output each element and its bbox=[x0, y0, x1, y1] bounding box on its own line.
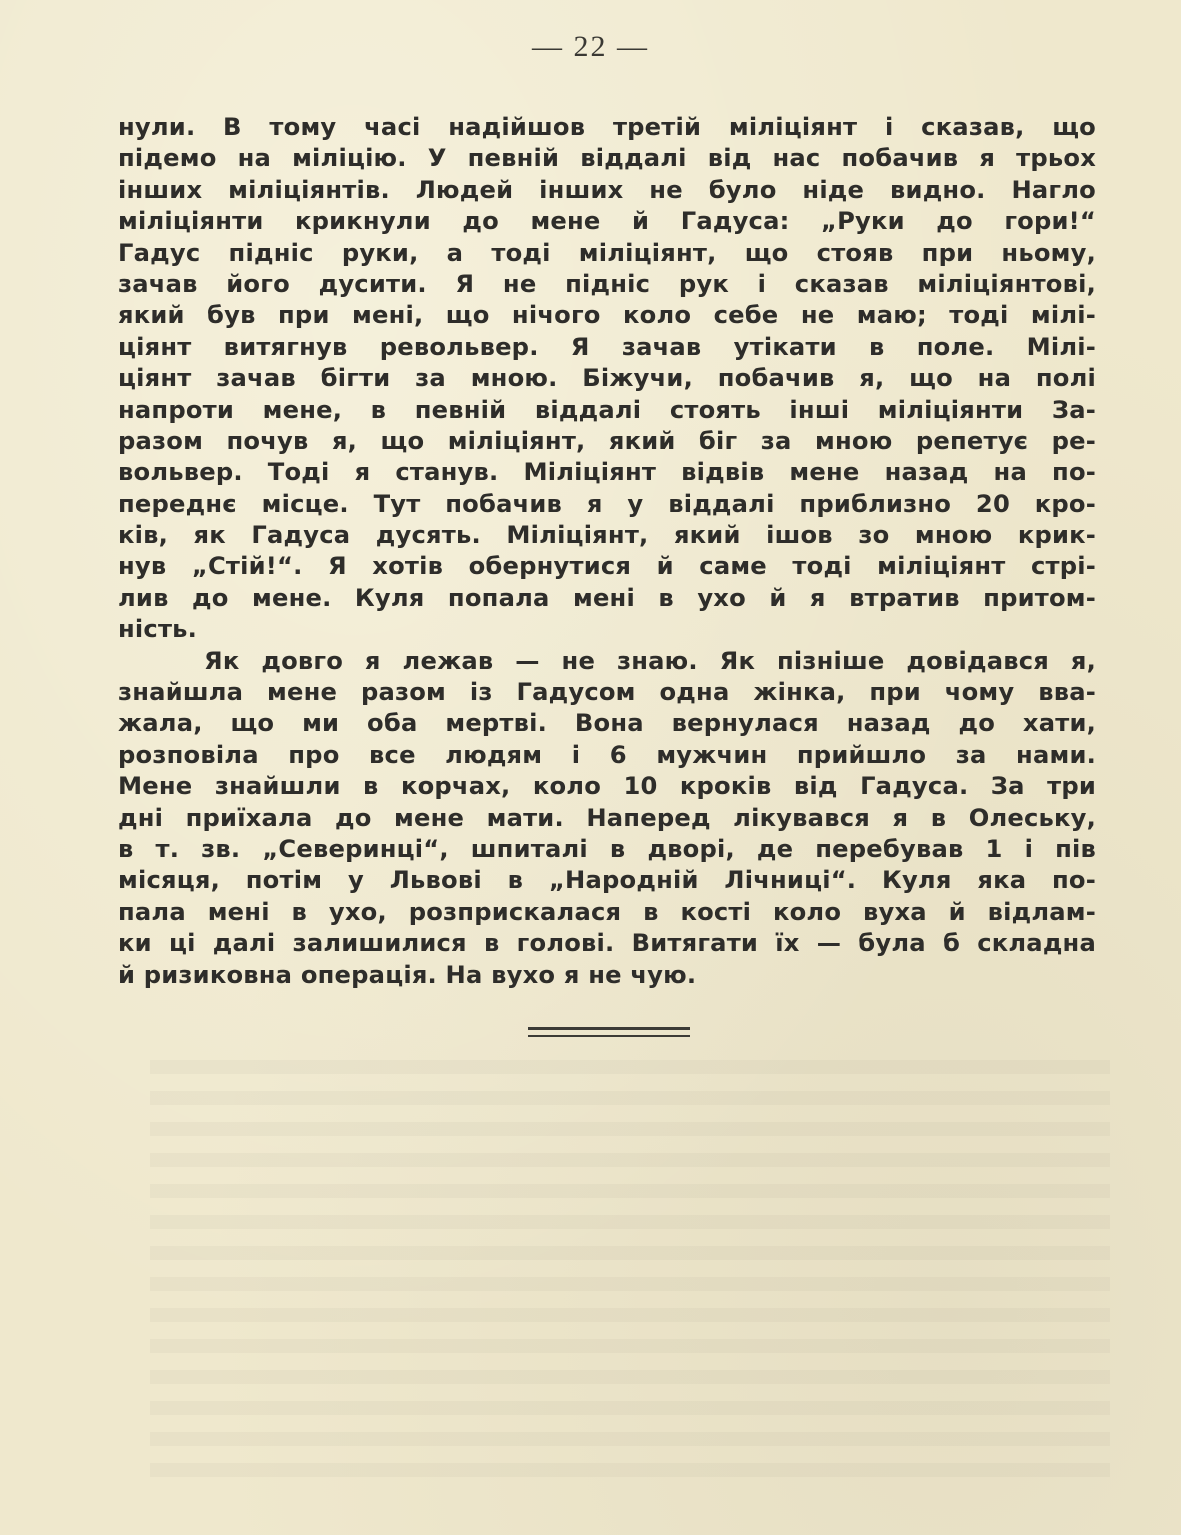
divider-rule-thick bbox=[528, 1027, 690, 1030]
text-line: нув „Стій!“. Я хотів обернутися й саме тоді міліціянт стрі- bbox=[118, 552, 1096, 581]
text-line: Як довго я лежав — не знаю. Як пізніше довідався я, bbox=[204, 646, 1096, 675]
text-line: жала, що ми оба мертві. Вона вернулася назад до хати, bbox=[118, 709, 1096, 738]
text-line: лив до мене. Куля попала мені в ухо й я втратив притом- bbox=[118, 583, 1096, 612]
text-line: вольвер. Тоді я станув. Міліціянт відвів мене назад на по- bbox=[118, 458, 1096, 487]
text-line: ціянт зачав бігти за мною. Біжучи, побачив я, що на полі bbox=[118, 364, 1096, 393]
text-line: підемо на міліцію. У певній віддалі від нас побачив я трьох bbox=[118, 144, 1096, 173]
text-line: ціянт витягнув револьвер. Я зачав утікати в поле. Мілі- bbox=[118, 332, 1096, 361]
paragraph-1 bbox=[118, 112, 1096, 646]
text-line: Гадус підніс руки, а тоді міліціянт, що стояв при ньому, bbox=[118, 238, 1096, 267]
text-line: напроти мене, в певній віддалі стоять інші міліціянти За- bbox=[118, 395, 1096, 424]
text-line: й ризиковна операція. На вухо я не чую. bbox=[118, 960, 697, 989]
text-line: місяця, потім у Львові в „Народній Лічниці“. Куля яка по- bbox=[118, 866, 1096, 895]
text-line: міліціянти крикнули до мене й Гадуса: „Руки до гори!“ bbox=[118, 207, 1096, 236]
paragraph-2 bbox=[118, 646, 1096, 991]
divider-rule-thin bbox=[528, 1035, 690, 1037]
text-line: знайшла мене разом із Гадусом одна жінка, при чому вва- bbox=[118, 678, 1096, 707]
text-line: ність. bbox=[118, 615, 198, 644]
body-text bbox=[118, 112, 1096, 991]
text-line: ки ці далі залишилися в голові. Витягати їх — була б складна bbox=[118, 929, 1096, 958]
text-line: інших міліціянтів. Людей інших не було ніде видно. Нагло bbox=[118, 175, 1096, 204]
page-number: — 22 — bbox=[532, 30, 649, 63]
section-divider bbox=[528, 1027, 690, 1039]
text-line: в т. зв. „Северинці“, шпиталі в дворі, де перебував 1 і пів bbox=[118, 834, 1096, 863]
text-line: Мене знайшли в корчах, коло 10 кроків від Гадуса. За три bbox=[118, 772, 1096, 801]
text-line: ків, як Гадуса дусять. Міліціянт, який ішов зо мною крик- bbox=[118, 521, 1096, 550]
text-line: разом почув я, що міліціянт, який біг за мною репетує ре- bbox=[118, 426, 1096, 455]
text-line: дні приїхала до мене мати. Наперед лікувався я в Олеську, bbox=[118, 803, 1096, 832]
text-line: розповіла про все людям і 6 мужчин прийшло за нами. bbox=[118, 740, 1096, 769]
text-line: пала мені в ухо, розприскалася в кості коло вуха й відлам- bbox=[118, 897, 1096, 926]
show-through-texture bbox=[150, 1060, 1110, 1480]
text-line: зачав його дусити. Я не підніс рук і сказав міліціянтові, bbox=[118, 269, 1096, 298]
text-line: переднє місце. Тут побачив я у віддалі приблизно 20 кро- bbox=[118, 489, 1096, 518]
text-line: який був при мені, що нічого коло себе не маю; тоді мілі- bbox=[118, 301, 1096, 330]
text-line: нули. В тому часі надійшов третій міліціянт і сказав, що bbox=[118, 113, 1096, 141]
